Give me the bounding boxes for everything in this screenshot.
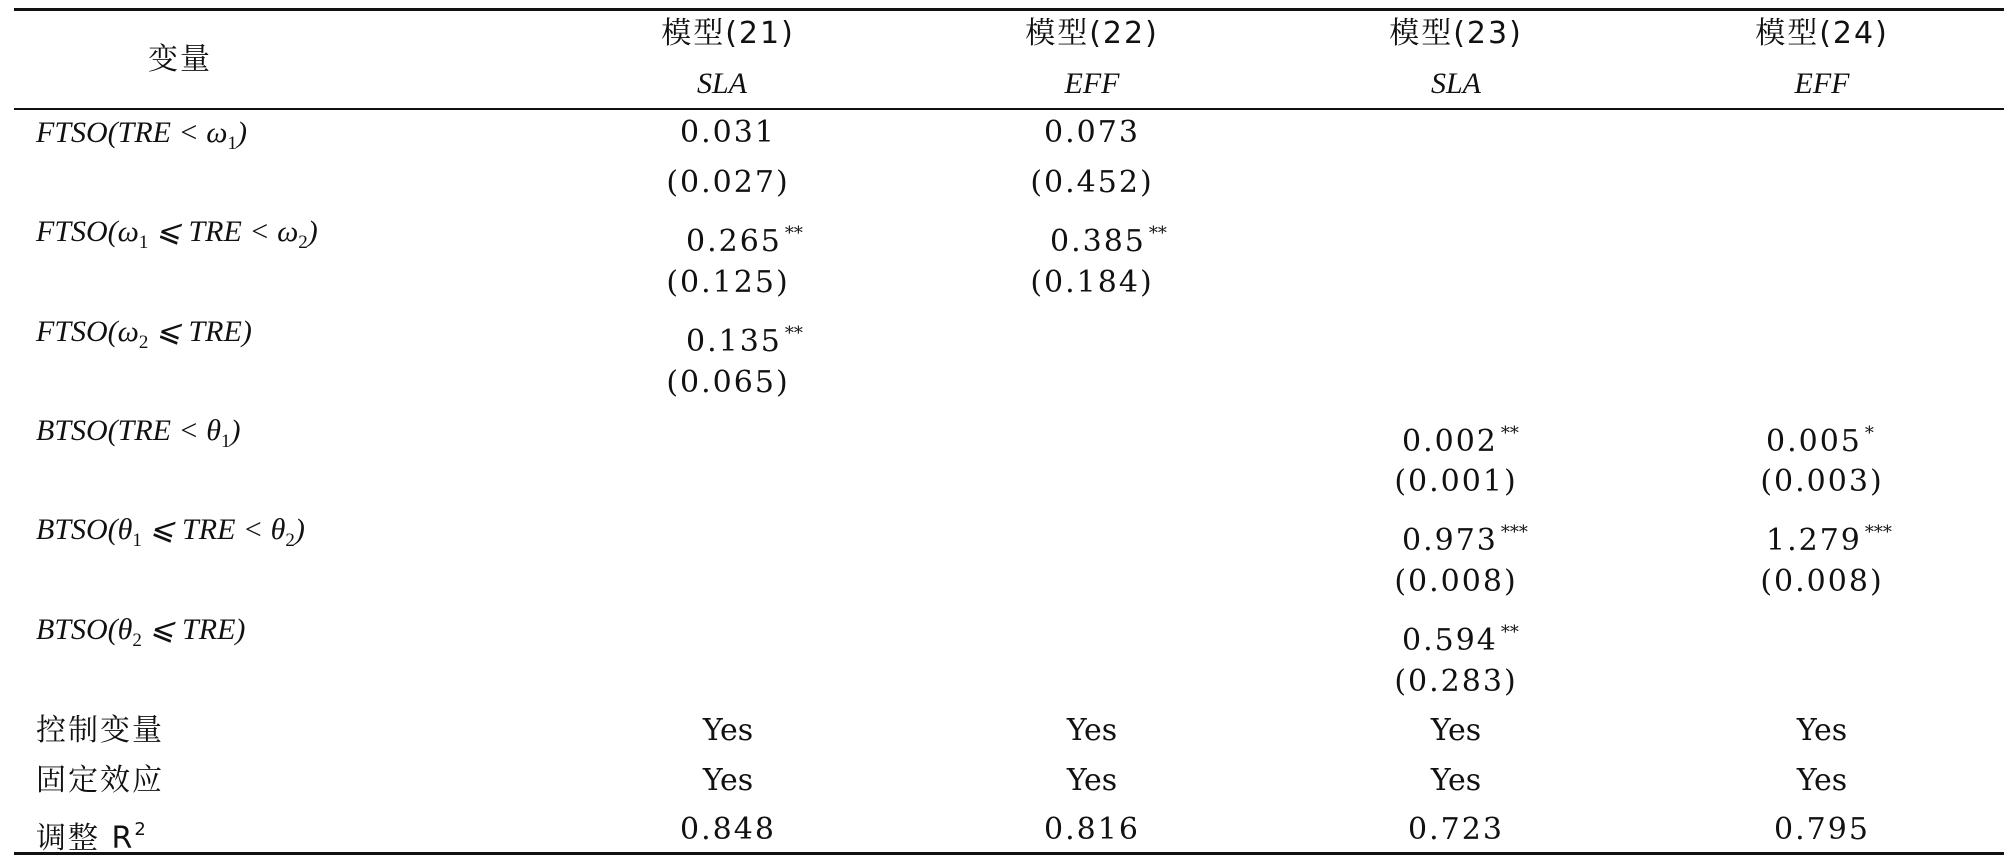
footer-label-controls: 控制变量 xyxy=(36,713,164,748)
footer-fe-c2: Yes xyxy=(1066,763,1118,798)
footer-r2-c4: 0.795 xyxy=(1774,812,1870,847)
se-r1-c1: (0.027) xyxy=(666,165,790,200)
footer-fe-c3: Yes xyxy=(1430,763,1482,798)
coef-r3-c1: 0.135 ** xyxy=(686,323,803,359)
se-r5-c3: (0.008) xyxy=(1394,564,1518,599)
se-r1-c2: (0.452) xyxy=(1030,165,1154,200)
row-label-btso-theta2-above: $BTSO(\theta_2$ ⩽ TRE) xyxy=(36,613,246,651)
header-model-23: 模型(23) xyxy=(1389,16,1523,51)
header-model-22: 模型(22) xyxy=(1025,16,1159,51)
footer-r2-c2: 0.816 xyxy=(1044,812,1140,847)
se-r2-c2: (0.184) xyxy=(1030,265,1154,300)
coef-r1-c1: 0.031 xyxy=(680,115,776,150)
footer-r2-c1: 0.848 xyxy=(680,812,776,847)
footer-fe-c4: Yes xyxy=(1796,763,1848,798)
row-label-ftso-omega2-above: $FTSO(\omega_2$ ⩽ TRE) xyxy=(36,315,252,353)
se-r2-c1: (0.125) xyxy=(666,265,790,300)
footer-controls-c4: Yes xyxy=(1796,713,1848,748)
header-dep-22: EFF xyxy=(1064,67,1120,100)
footer-r2-c3: 0.723 xyxy=(1408,812,1504,847)
coef-r4-c3: 0.002 ** xyxy=(1402,423,1519,459)
header-dep-23: SLA xyxy=(1430,67,1482,100)
row-label-ftso-below-omega1: FTSO(TRE < $\omega_1$) xyxy=(36,116,247,154)
se-r5-c4: (0.008) xyxy=(1760,564,1884,599)
row-label-ftso-omega1-omega2: $FTSO(\omega_1$ ⩽ TRE < $\omega_2$) xyxy=(36,215,318,253)
se-r6-c3: (0.283) xyxy=(1394,664,1518,699)
se-r4-c3: (0.001) xyxy=(1394,464,1518,499)
row-label-btso-below-theta1: BTSO(TRE < $\theta_1$) xyxy=(36,414,241,452)
table-bottom-rule xyxy=(14,852,2004,855)
coef-r6-c3: 0.594 ** xyxy=(1402,622,1519,658)
footer-controls-c2: Yes xyxy=(1066,713,1118,748)
coef-r5-c3: 0.973 *** xyxy=(1402,522,1528,558)
header-dep-21: SLA xyxy=(696,67,748,100)
coef-r1-c2: 0.073 xyxy=(1044,115,1140,150)
header-variable-label: 变量 xyxy=(148,42,212,77)
footer-fe-c1: Yes xyxy=(702,763,754,798)
se-r3-c1: (0.065) xyxy=(666,365,790,400)
footer-label-fixed-effects: 固定效应 xyxy=(36,763,164,798)
row-label-btso-theta1-theta2: $BTSO(\theta_1$ ⩽ TRE < $\theta_2$) xyxy=(36,513,305,551)
coef-r5-c4: 1.279 *** xyxy=(1766,522,1892,558)
footer-controls-c3: Yes xyxy=(1430,713,1482,748)
header-model-21: 模型(21) xyxy=(661,16,795,51)
table-top-rule xyxy=(14,8,2004,11)
header-model-24: 模型(24) xyxy=(1755,16,1889,51)
coef-r2-c1: 0.265 ** xyxy=(686,223,803,259)
table-header-rule xyxy=(14,108,2004,110)
se-r4-c4: (0.003) xyxy=(1760,464,1884,499)
footer-label-adj-r2: 调整 $R^2$ xyxy=(36,819,148,856)
header-dep-24: EFF xyxy=(1794,67,1850,100)
coef-r2-c2: 0.385 ** xyxy=(1050,223,1167,259)
coef-r4-c4: 0.005 * xyxy=(1766,423,1874,459)
footer-controls-c1: Yes xyxy=(702,713,754,748)
